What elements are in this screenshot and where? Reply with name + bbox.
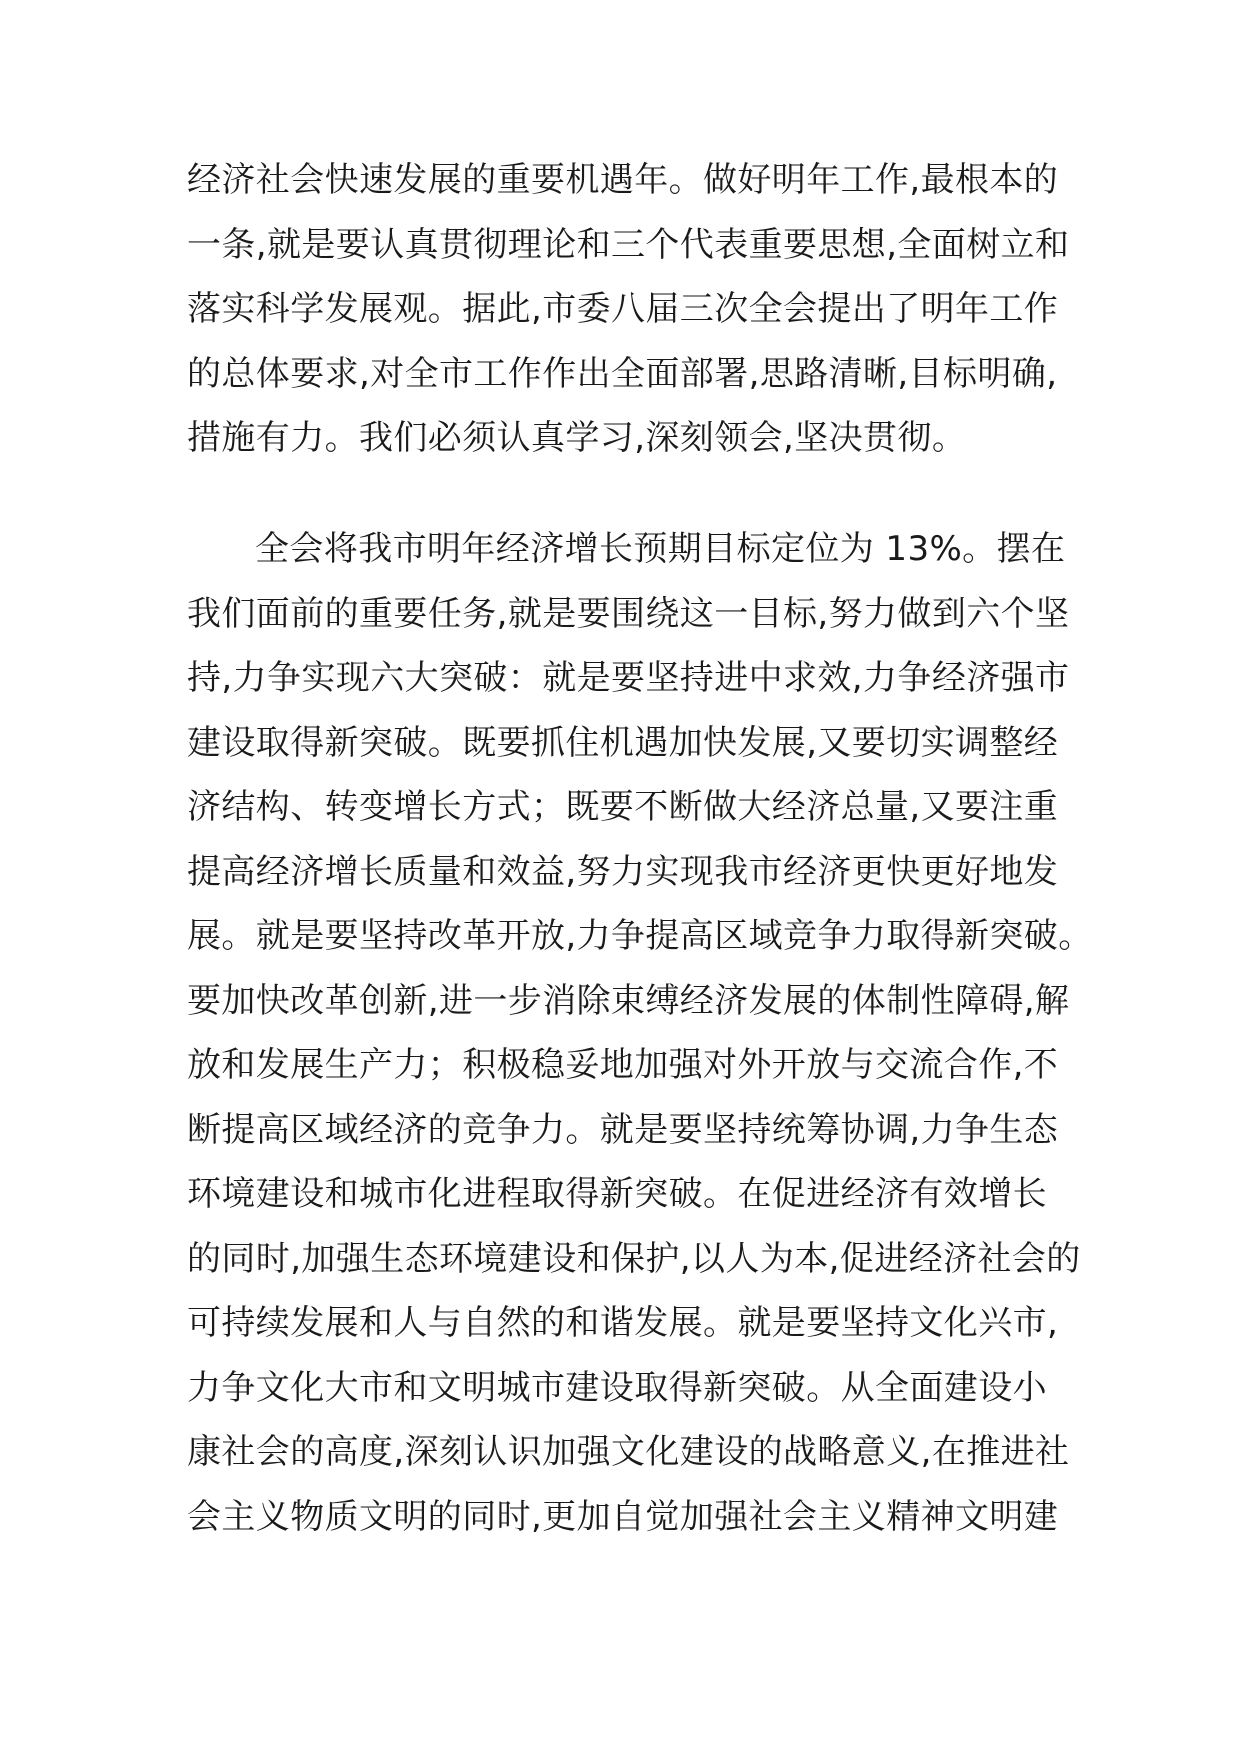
paragraph-1: [187, 148, 1070, 471]
text-line: 环境建设和城市化进程取得新突破。在促进经济有效增长: [187, 1174, 1047, 1214]
text-line: 建设取得新突破。既要抓住机遇加快发展,又要切实调整经: [187, 722, 1059, 763]
text-line: 措施有力。我们必须认真学习,深刻领会,坚决贯彻。: [187, 418, 967, 458]
text-line: 提高经济增长质量和效益,努力实现我市经济更快更好地发: [187, 851, 1059, 892]
text-line: 放和发展生产力；积极稳妥地加强对外开放与交流合作,不: [187, 1045, 1059, 1085]
text-line: 断提高区域经济的竞争力。就是要坚持统筹协调,力争生态: [187, 1109, 1059, 1150]
text-line: 康社会的高度,深刻认识加强文化建设的战略意义,在推进社: [187, 1432, 1070, 1472]
paragraph-2: [187, 517, 1093, 1549]
text-line: 的总体要求,对全市工作作出全面部署,思路清晰,目标明确,: [187, 353, 1058, 394]
text-line: 济结构、转变增长方式；既要不断做大经济总量,又要注重: [187, 787, 1059, 827]
text-line: 的同时,加强生态环境建设和保护,以人为本,促进经济社会的: [187, 1238, 1081, 1279]
text-line: 一条,就是要认真贯彻理论和三个代表重要思想,全面树立和: [187, 224, 1070, 265]
text-line: 可持续发展和人与自然的和谐发展。就是要坚持文化兴市,: [187, 1303, 1059, 1343]
text-line: 经济社会快速发展的重要机遇年。做好明年工作,最根本的: [187, 160, 1059, 200]
text-line: 我们面前的重要任务,就是要围绕这一目标,努力做到六个坚: [187, 593, 1070, 634]
text-line: 会主义物质文明的同时,更加自觉加强社会主义精神文明建: [187, 1496, 1059, 1537]
text-line-first: 全会将我市明年经济增长预期目标定位为 13%。摆在: [255, 529, 1066, 569]
text-line: 展。就是要坚持改革开放,力争提高区域竞争力取得新突破。: [187, 916, 1093, 956]
text-line: 力争文化大市和文明城市建设取得新突破。从全面建设小: [187, 1367, 1047, 1408]
text-line: 落实科学发展观。据此,市委八届三次全会提出了明年工作: [187, 289, 1059, 329]
text-line: 要加快改革创新,进一步消除束缚经济发展的体制性障碍,解: [187, 980, 1070, 1021]
text-line: 持,力争实现六大突破：就是要坚持进中求效,力争经济强市: [187, 658, 1070, 698]
